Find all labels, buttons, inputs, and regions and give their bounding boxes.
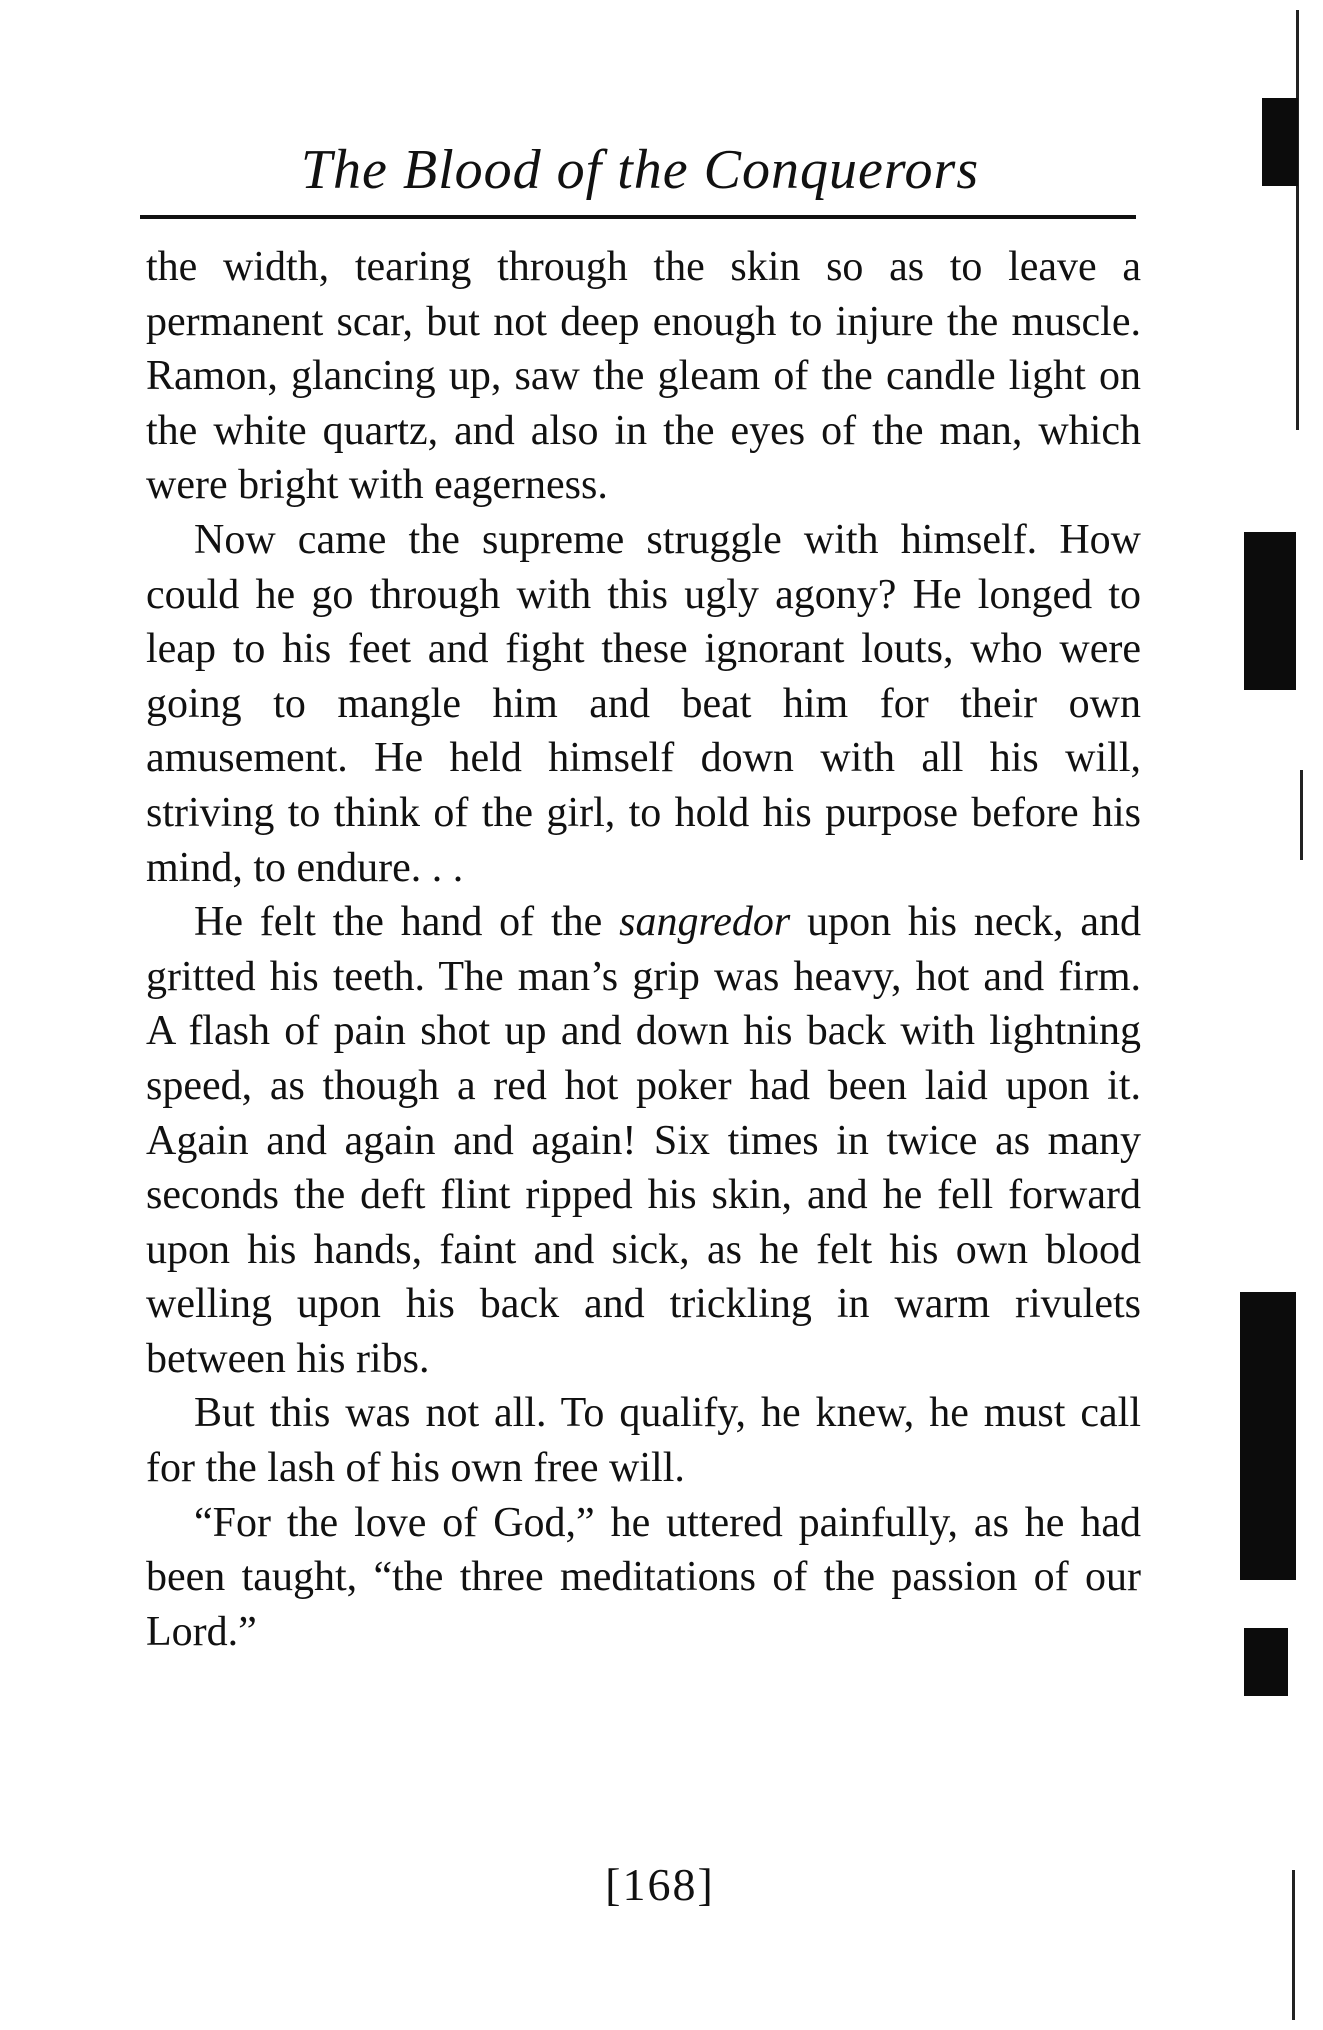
scan-edge-line	[1300, 770, 1303, 860]
text-segment: the width, tearing through the skin so as to leave a permanent scar, but not deep enough to injure the muscle. Ramon, glancing up, saw the gleam of the candle light on the white quartz, and also in the eyes of the man, which were bright with eagerness.	[146, 244, 1141, 509]
header-rule	[140, 215, 1136, 219]
scan-edge-mark	[1240, 1292, 1296, 1580]
scan-edge-line	[1296, 10, 1299, 430]
text-segment: upon his neck, and gritted his teeth. The man’s grip was heavy, hot and firm. A flash of pain shot up and down his back with lightning speed, as though a red hot poker had been laid upon it. Again and again and again! Six times in twice as many seconds the deft flint ripped his skin, and he fell forward upon his hands, faint and sick, as he felt his own blood welling upon his back and trickling in warm rivulets between his ribs.	[146, 899, 1141, 1382]
scan-edge-mark	[1244, 532, 1296, 690]
paragraph	[146, 240, 1141, 513]
text-segment: But this was not all. To qualify, he knew, he must call for the lash of his own free will.	[146, 1390, 1141, 1492]
page-number: [168]	[605, 1859, 715, 1910]
scan-edge-mark	[1244, 1628, 1288, 1696]
text-segment: Now came the supreme struggle with himself. How could he go through with this ugly agony? He longed to leap to his feet and fight these ignorant louts, who were going to mangle him and beat him for their own amusement. He held himself down with all his will, striving to think of the girl, to hold his purpose before his mind, to endure. . .	[146, 516, 1141, 891]
text-segment: “For the love of God,” he uttered painfully, as he had been taught, “the three meditations of the passion of our Lord.”	[146, 1499, 1141, 1655]
paragraph	[146, 1386, 1141, 1495]
running-head: The Blood of the Conquerors	[300, 139, 980, 201]
paragraph	[146, 1496, 1141, 1660]
scan-edge-line	[1292, 1870, 1295, 2020]
paragraph	[146, 895, 1141, 1386]
body-text	[146, 240, 1141, 1659]
italic-word: sangredor	[619, 899, 791, 946]
paragraph	[146, 513, 1141, 895]
scan-edge-mark	[1262, 98, 1298, 186]
text-segment: He felt the hand of the	[194, 899, 620, 946]
